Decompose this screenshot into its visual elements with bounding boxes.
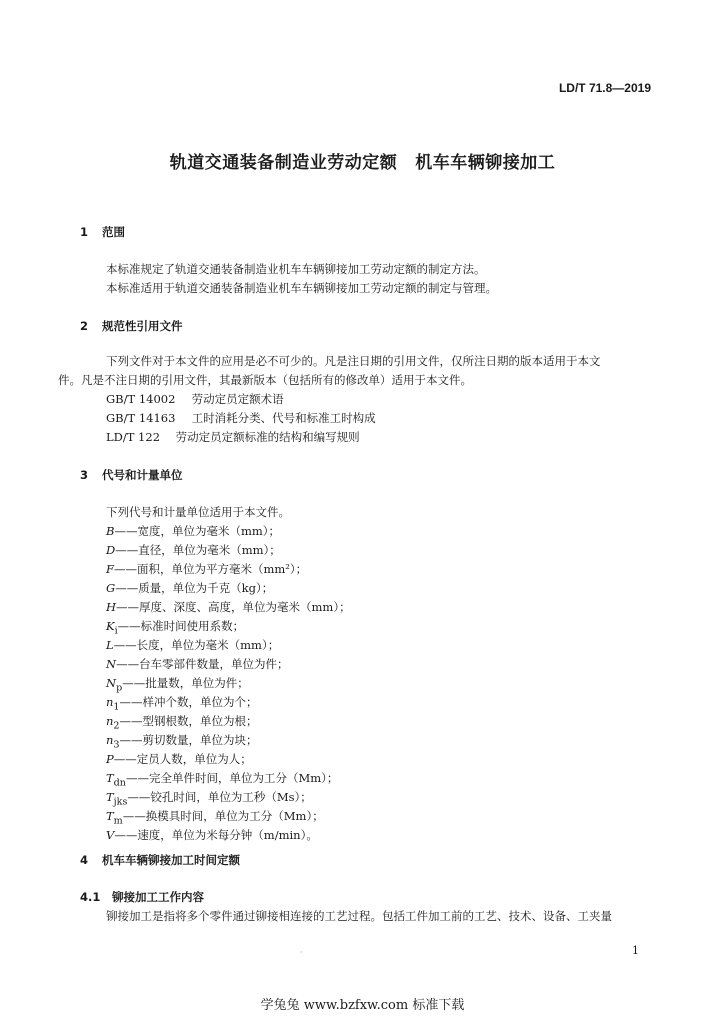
section-2-body [58, 352, 658, 447]
symbol-item [80, 541, 658, 560]
symbol-description: ——铰孔时间，单位为工秒（Ms）； [127, 790, 312, 804]
symbol-letter: T [106, 809, 114, 823]
subsection-title: 铆接加工工作内容 [112, 890, 204, 904]
symbol-description: ——样冲个数，单位为个； [119, 695, 258, 709]
subsection-4-1-body [80, 907, 658, 926]
symbol-description: ——厚度、深度、高度，单位为毫米（mm）； [116, 600, 351, 614]
symbol-subscript: i [114, 625, 118, 637]
scan-dot: · [300, 948, 303, 957]
reference-code: GB/T 14163 [106, 411, 176, 425]
symbol-subscript: dn [113, 777, 126, 789]
standard-code: LD/T 71.8—2019 [558, 81, 651, 95]
title-part-1: 轨道交通装备制造业劳动定额 [169, 153, 398, 173]
symbol-item [80, 826, 658, 845]
symbol-description: ——批量数，单位为件； [122, 676, 249, 690]
symbol-letter: n [106, 733, 114, 747]
reference-item [80, 390, 658, 409]
paragraph-line: 本标准规定了轨道交通装备制造业机车车辆铆接加工劳动定额的制定方法。 [106, 262, 486, 276]
footer-watermark: 学兔兔 www.bzfxw.com 标准下载 [260, 998, 465, 1013]
symbol-item [80, 807, 658, 826]
symbol-description: ——长度，单位为毫米（mm）； [113, 638, 280, 652]
symbol-letter: K [106, 619, 115, 633]
symbol-item [80, 750, 658, 769]
section-number: 1 [80, 225, 89, 239]
section-1-body [80, 260, 658, 298]
subsection-4-1-heading [80, 889, 204, 905]
symbol-description: ——直径，单位为毫米（mm）； [115, 543, 281, 557]
symbol-description: ——宽度，单位为毫米（mm）； [114, 524, 281, 538]
symbol-description: ——标准时间使用系数； [117, 619, 245, 633]
section-title: 代号和计量单位 [102, 468, 183, 482]
section-title: 范围 [102, 225, 125, 239]
symbol-letter: T [106, 790, 114, 804]
symbol-description: ——速度，单位为米每分钟（m/min）。 [114, 828, 318, 842]
symbol-letter: n [106, 695, 114, 709]
symbol-letter: T [106, 771, 114, 785]
reference-name: 劳动定员定额标准的结构和编写规则 [175, 430, 360, 444]
symbol-subscript: 1 [113, 701, 120, 713]
symbol-list [80, 522, 658, 845]
section-3-heading [80, 467, 183, 483]
symbol-item [80, 560, 658, 579]
symbol-item [80, 636, 658, 655]
symbol-description: ——完全单件时间，单位为工分（Mm）； [125, 771, 339, 785]
symbol-description: ——面积，单位为平方毫米（mm²）； [113, 562, 308, 576]
symbol-item [80, 617, 658, 636]
symbol-item [80, 731, 658, 750]
paragraph-line: 下列代号和计量单位适用于本文件。 [106, 505, 290, 519]
symbol-item [80, 693, 658, 712]
section-number: 4 [80, 853, 89, 867]
symbol-letter: N [106, 657, 117, 671]
symbol-description: ——换模具时间，单位为工分（Mm）； [122, 809, 324, 823]
section-title: 机车车辆铆接加工时间定额 [102, 853, 240, 867]
symbol-description: ——台车零部件数量，单位为件； [116, 657, 289, 671]
paragraph-line: 下列文件对于本文件的应用是必不可少的。凡是注日期的引用文件，仅所注日期的版本适用于本文 [106, 354, 601, 368]
symbol-subscript: m [113, 815, 123, 827]
symbol-description: ——定员人数，单位为人； [113, 752, 252, 766]
symbol-subscript: p [116, 682, 123, 694]
symbol-letter: D [106, 543, 116, 557]
symbol-item [80, 579, 658, 598]
symbol-letter: F [106, 562, 114, 576]
symbol-item [80, 522, 658, 541]
symbol-item [80, 655, 658, 674]
symbol-letter: G [106, 581, 116, 595]
symbol-description: ——质量，单位为千克（kg）； [115, 581, 274, 595]
section-number: 3 [80, 468, 89, 482]
reference-code: GB/T 14002 [106, 392, 176, 406]
symbol-subscript: 2 [113, 720, 120, 732]
symbol-letter: H [106, 600, 117, 614]
symbol-item [80, 674, 658, 693]
section-1-heading [80, 224, 125, 240]
symbol-subscript: 3 [113, 739, 120, 751]
symbol-letter: N [106, 676, 117, 690]
symbol-description: ——型钢根数，单位为根； [119, 714, 258, 728]
document-title [0, 148, 725, 173]
paragraph-line: 铆接加工是指将多个零件通过铆接相连接的工艺过程。包括工件加工前的工艺、技术、设备、工夹量 [106, 909, 612, 923]
section-2-heading [80, 318, 183, 334]
symbol-item [80, 769, 658, 788]
subsection-number: 4.1 [80, 890, 101, 904]
reference-item [80, 409, 658, 428]
paragraph-line: 件。凡是不注日期的引用文件，其最新版本（包括所有的修改单）适用于本文件。 [58, 373, 472, 387]
symbol-letter: B [106, 524, 115, 538]
symbol-letter: n [106, 714, 114, 728]
symbol-item [80, 788, 658, 807]
symbol-subscript: jks [113, 796, 128, 808]
symbol-description: ——剪切数量，单位为块； [119, 733, 258, 747]
title-part-2: 机车车辆铆接加工 [415, 153, 556, 173]
symbol-letter: P [106, 752, 114, 766]
paragraph-line: 本标准适用于轨道交通装备制造业机车车辆铆接加工劳动定额的制定与管理。 [106, 281, 497, 295]
section-number: 2 [80, 319, 89, 333]
symbol-letter: L [106, 638, 114, 652]
reference-name: 劳动定员定额术语 [191, 392, 284, 406]
section-title: 规范性引用文件 [102, 319, 183, 333]
section-4-heading [80, 852, 240, 868]
reference-item [80, 428, 658, 447]
reference-code: LD/T 122 [106, 430, 161, 444]
symbol-item [80, 712, 658, 731]
section-3-body [80, 503, 658, 845]
symbol-item [80, 598, 658, 617]
symbol-letter: V [106, 828, 115, 842]
reference-name: 工时消耗分类、代号和标准工时构成 [191, 411, 376, 425]
page-number: 1 [632, 944, 639, 957]
